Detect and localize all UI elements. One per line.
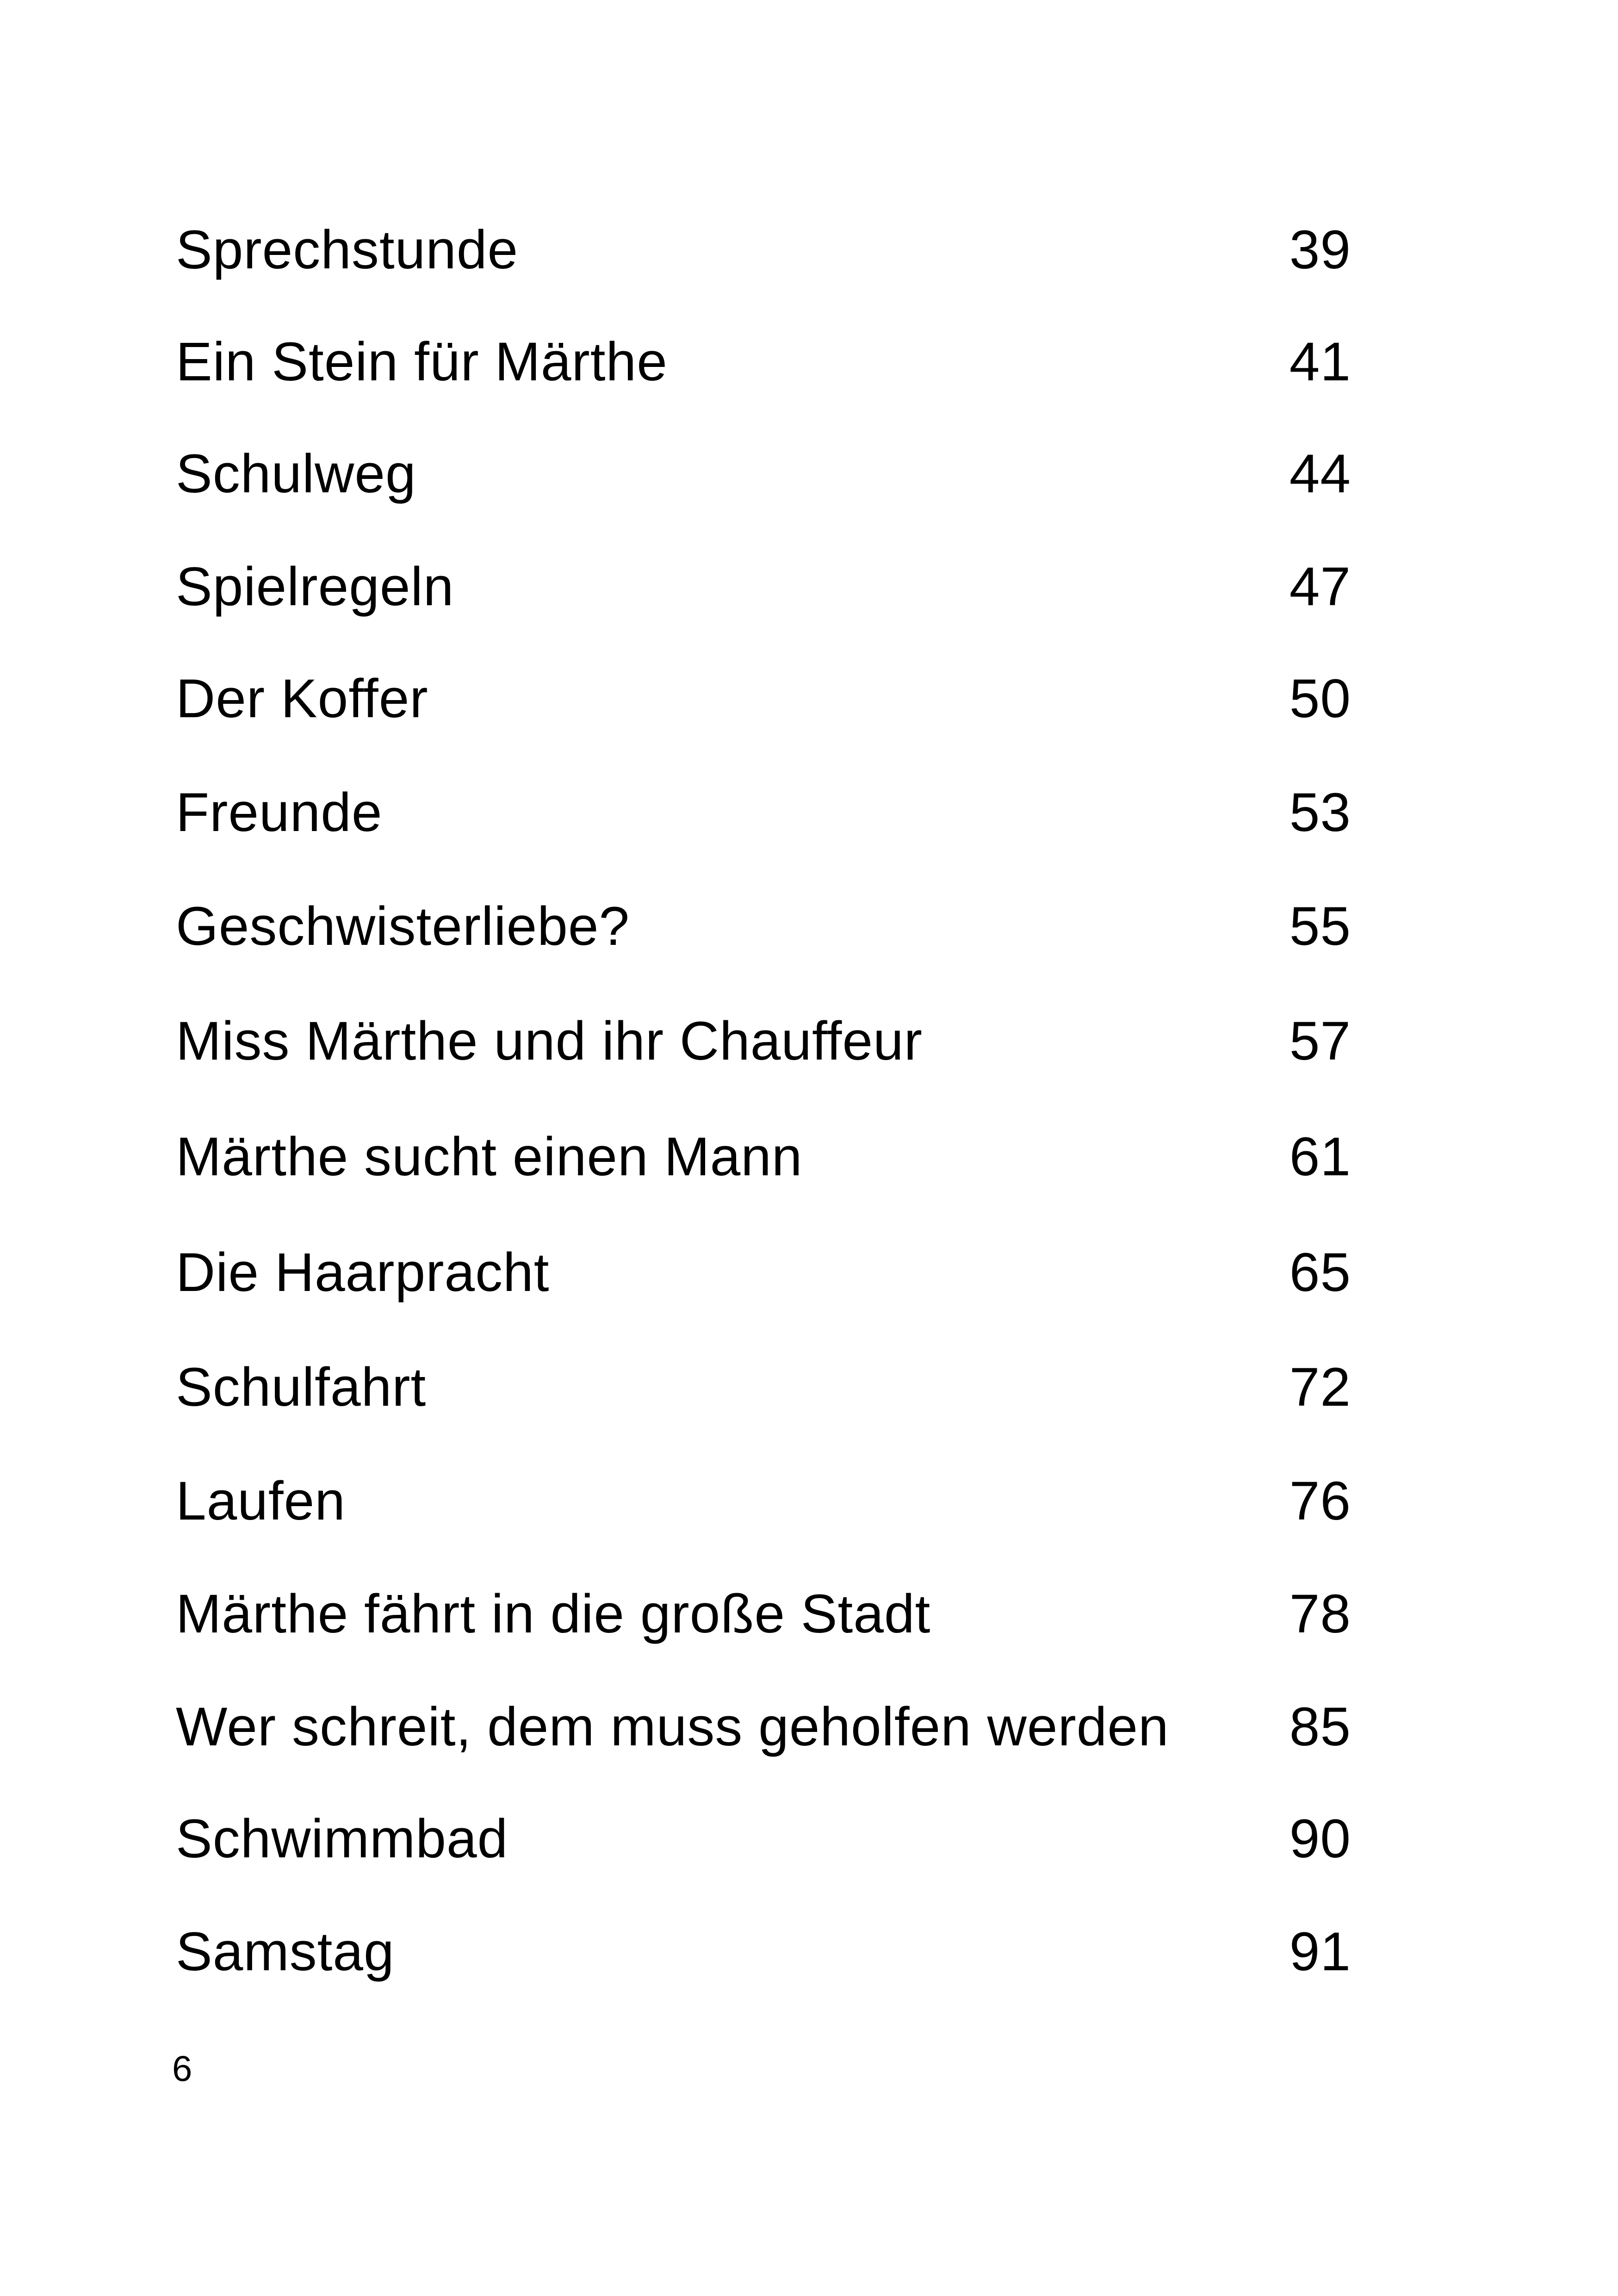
toc-entry-title: Schulweg bbox=[176, 443, 416, 504]
toc-entry-page: 85 bbox=[1289, 1696, 1351, 1757]
toc-entry-title: Wer schreit, dem muss geholfen werden bbox=[176, 1696, 1169, 1757]
toc-entry-title: Geschwisterliebe? bbox=[176, 896, 630, 957]
toc-entry bbox=[176, 550, 1351, 624]
toc-entry-page: 44 bbox=[1289, 443, 1351, 504]
toc-entry-title: Ein Stein für Märthe bbox=[176, 331, 668, 392]
table-of-contents bbox=[176, 0, 1351, 2296]
toc-entry-page: 53 bbox=[1289, 782, 1351, 843]
toc-entry-title: Laufen bbox=[176, 1471, 346, 1532]
toc-entry-page: 57 bbox=[1289, 1011, 1351, 1072]
toc-entry bbox=[176, 213, 1351, 287]
toc-entry-page: 61 bbox=[1289, 1126, 1351, 1187]
toc-entry bbox=[176, 662, 1351, 736]
toc-entry-page: 91 bbox=[1289, 1921, 1351, 1982]
toc-entry-page: 90 bbox=[1289, 1808, 1351, 1869]
toc-entry bbox=[176, 325, 1351, 399]
toc-entry bbox=[176, 1120, 1351, 1194]
toc-entry-page: 65 bbox=[1289, 1242, 1351, 1303]
toc-entry-page: 41 bbox=[1289, 331, 1351, 392]
toc-entry-page: 76 bbox=[1289, 1471, 1351, 1532]
toc-entry bbox=[176, 1577, 1351, 1651]
toc-entry-title: Miss Märthe und ihr Chauffeur bbox=[176, 1011, 923, 1072]
toc-entry-page: 39 bbox=[1289, 219, 1351, 280]
toc-entry-title: Schwimmbad bbox=[176, 1808, 508, 1869]
toc-entry-title: Sprechstunde bbox=[176, 219, 519, 280]
toc-entry-page: 78 bbox=[1289, 1583, 1351, 1644]
toc-entry bbox=[176, 1235, 1351, 1309]
toc-entry bbox=[176, 1350, 1351, 1424]
toc-entry bbox=[176, 776, 1351, 850]
toc-entry-title: Märthe sucht einen Mann bbox=[176, 1126, 803, 1187]
toc-entry bbox=[176, 889, 1351, 963]
toc-entry bbox=[176, 437, 1351, 511]
toc-entry-title: Spielregeln bbox=[176, 556, 454, 617]
toc-entry bbox=[176, 1915, 1351, 1989]
toc-entry-page: 47 bbox=[1289, 556, 1351, 617]
toc-entry-title: Freunde bbox=[176, 782, 383, 843]
toc-entry-title: Die Haarpracht bbox=[176, 1242, 550, 1303]
toc-entry-title: Märthe fährt in die große Stadt bbox=[176, 1583, 931, 1644]
toc-entry-title: Schulfahrt bbox=[176, 1357, 427, 1418]
toc-entry bbox=[176, 1802, 1351, 1876]
toc-entry-page: 72 bbox=[1289, 1357, 1351, 1418]
toc-entry-title: Der Koffer bbox=[176, 668, 428, 729]
toc-entry-page: 55 bbox=[1289, 896, 1351, 957]
toc-entry-title: Samstag bbox=[176, 1921, 395, 1982]
toc-entry bbox=[176, 1690, 1351, 1764]
page-number: 6 bbox=[172, 2048, 192, 2089]
toc-entry bbox=[176, 1464, 1351, 1538]
toc-entry-page: 50 bbox=[1289, 668, 1351, 729]
toc-entry bbox=[176, 1004, 1351, 1078]
